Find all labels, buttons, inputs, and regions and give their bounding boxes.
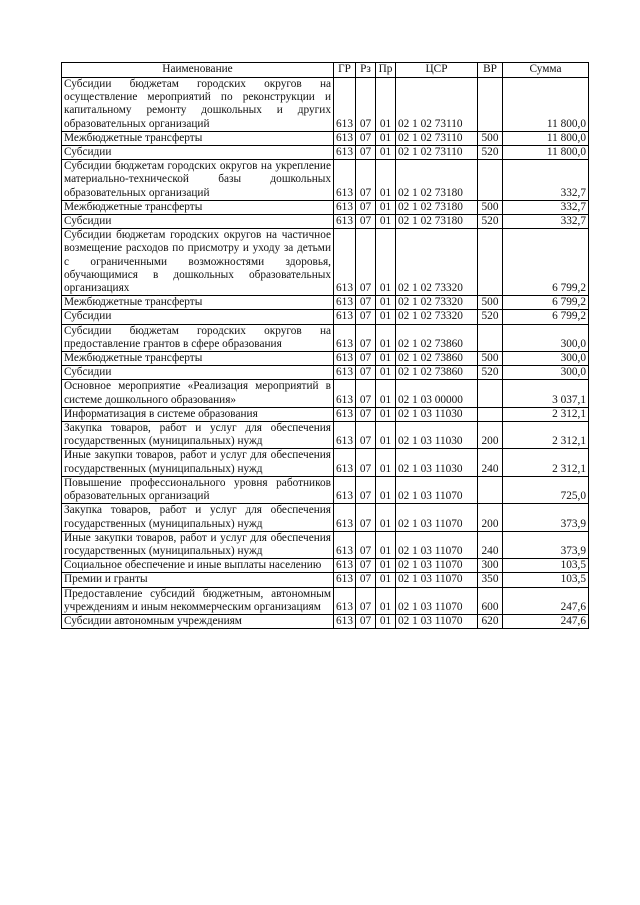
cell-sum: 11 800,0 — [503, 131, 589, 145]
cell-pr: 01 — [376, 531, 396, 558]
cell-name: Субсидии бюджетам городских округов на частичное возмещение расходов по присмотру и уходу за детьми с ограниченными возможностями здоровья, обучающимися в дошкольных образовательных организациях — [62, 229, 334, 296]
cell-name: Субсидии автономным учреждениям — [62, 614, 334, 628]
cell-gr: 613 — [334, 407, 356, 421]
cell-sum: 300,0 — [503, 366, 589, 380]
cell-csr: 02 1 02 73180 — [396, 160, 478, 201]
table-row — [62, 366, 589, 380]
cell-gr: 613 — [334, 476, 356, 503]
cell-vr: 240 — [478, 449, 503, 476]
cell-vr: 240 — [478, 531, 503, 558]
cell-vr: 200 — [478, 504, 503, 531]
cell-rz: 07 — [356, 215, 376, 229]
cell-gr: 613 — [334, 296, 356, 310]
table-row — [62, 449, 589, 476]
cell-rz: 07 — [356, 531, 376, 558]
cell-rz: 07 — [356, 146, 376, 160]
cell-gr: 613 — [334, 587, 356, 614]
cell-gr: 613 — [334, 352, 356, 366]
table-row — [62, 296, 589, 310]
cell-csr: 02 1 03 11070 — [396, 531, 478, 558]
cell-pr: 01 — [376, 587, 396, 614]
cell-name: Социальное обеспечение и иные выплаты населению — [62, 559, 334, 573]
cell-rz: 07 — [356, 504, 376, 531]
cell-rz: 07 — [356, 449, 376, 476]
cell-vr: 500 — [478, 296, 503, 310]
cell-vr: 600 — [478, 587, 503, 614]
cell-sum: 373,9 — [503, 531, 589, 558]
cell-pr: 01 — [376, 422, 396, 449]
cell-sum: 103,5 — [503, 559, 589, 573]
cell-pr: 01 — [376, 160, 396, 201]
cell-rz: 07 — [356, 296, 376, 310]
table-row — [62, 573, 589, 587]
table-row — [62, 324, 589, 351]
cell-name: Межбюджетные трансферты — [62, 352, 334, 366]
table-row — [62, 587, 589, 614]
header-csr: ЦСР — [396, 63, 478, 78]
budget-table — [61, 62, 589, 629]
cell-csr: 02 1 02 73110 — [396, 146, 478, 160]
cell-rz: 07 — [356, 407, 376, 421]
cell-pr: 01 — [376, 229, 396, 296]
cell-gr: 613 — [334, 146, 356, 160]
cell-vr — [478, 78, 503, 132]
cell-vr: 500 — [478, 200, 503, 214]
table-row — [62, 559, 589, 573]
cell-name: Субсидии — [62, 146, 334, 160]
cell-csr: 02 1 02 73320 — [396, 296, 478, 310]
cell-vr: 520 — [478, 366, 503, 380]
cell-sum: 332,7 — [503, 160, 589, 201]
cell-name: Премии и гранты — [62, 573, 334, 587]
table-row — [62, 200, 589, 214]
cell-sum: 300,0 — [503, 352, 589, 366]
cell-vr: 200 — [478, 422, 503, 449]
cell-rz: 07 — [356, 573, 376, 587]
cell-pr: 01 — [376, 296, 396, 310]
cell-gr: 613 — [334, 422, 356, 449]
cell-name: Повышение профессионального уровня работников образовательных организаций — [62, 476, 334, 503]
cell-pr: 01 — [376, 573, 396, 587]
cell-pr: 01 — [376, 131, 396, 145]
cell-sum: 6 799,2 — [503, 310, 589, 324]
cell-name: Межбюджетные трансферты — [62, 131, 334, 145]
cell-csr: 02 1 02 73320 — [396, 310, 478, 324]
cell-sum: 332,7 — [503, 200, 589, 214]
cell-gr: 613 — [334, 531, 356, 558]
table-row — [62, 131, 589, 145]
cell-vr — [478, 160, 503, 201]
cell-name: Предоставление субсидий бюджетным, автономным учреждениям и иным некоммерческим организациям — [62, 587, 334, 614]
cell-pr: 01 — [376, 559, 396, 573]
cell-name: Субсидии бюджетам городских округов на укрепление материально-технической базы дошкольных образовательных организаций — [62, 160, 334, 201]
cell-csr: 02 1 02 73320 — [396, 229, 478, 296]
cell-csr: 02 1 03 11030 — [396, 407, 478, 421]
cell-pr: 01 — [376, 407, 396, 421]
cell-gr: 613 — [334, 324, 356, 351]
cell-vr: 500 — [478, 352, 503, 366]
cell-sum: 103,5 — [503, 573, 589, 587]
cell-gr: 613 — [334, 380, 356, 407]
table-row — [62, 504, 589, 531]
cell-vr — [478, 476, 503, 503]
cell-pr: 01 — [376, 352, 396, 366]
cell-name: Закупка товаров, работ и услуг для обеспечения государственных (муниципальных) нужд — [62, 422, 334, 449]
cell-gr: 613 — [334, 504, 356, 531]
table-row — [62, 229, 589, 296]
cell-pr: 01 — [376, 380, 396, 407]
cell-rz: 07 — [356, 310, 376, 324]
cell-csr: 02 1 02 73860 — [396, 366, 478, 380]
cell-sum: 2 312,1 — [503, 449, 589, 476]
table-row — [62, 614, 589, 628]
table-header-row — [62, 63, 589, 78]
cell-csr: 02 1 02 73180 — [396, 215, 478, 229]
cell-vr: 300 — [478, 559, 503, 573]
table-row — [62, 310, 589, 324]
cell-sum: 247,6 — [503, 587, 589, 614]
cell-rz: 07 — [356, 587, 376, 614]
table-row — [62, 476, 589, 503]
cell-pr: 01 — [376, 200, 396, 214]
table-row — [62, 146, 589, 160]
cell-csr: 02 1 02 73180 — [396, 200, 478, 214]
cell-pr: 01 — [376, 476, 396, 503]
table-row — [62, 407, 589, 421]
cell-rz: 07 — [356, 229, 376, 296]
table-row — [62, 380, 589, 407]
cell-vr — [478, 229, 503, 296]
cell-name: Межбюджетные трансферты — [62, 296, 334, 310]
cell-pr: 01 — [376, 614, 396, 628]
cell-pr: 01 — [376, 146, 396, 160]
cell-sum: 725,0 — [503, 476, 589, 503]
cell-rz: 07 — [356, 200, 376, 214]
cell-csr: 02 1 03 11070 — [396, 504, 478, 531]
cell-vr: 500 — [478, 131, 503, 145]
cell-gr: 613 — [334, 229, 356, 296]
cell-gr: 613 — [334, 559, 356, 573]
cell-rz: 07 — [356, 476, 376, 503]
cell-name: Субсидии — [62, 215, 334, 229]
cell-rz: 07 — [356, 366, 376, 380]
cell-pr: 01 — [376, 366, 396, 380]
cell-csr: 02 1 03 11070 — [396, 614, 478, 628]
header-vr: ВР — [478, 63, 503, 78]
cell-csr: 02 1 03 11070 — [396, 559, 478, 573]
header-gr: ГР — [334, 63, 356, 78]
header-sum: Сумма — [503, 63, 589, 78]
header-name: Наименование — [62, 63, 334, 78]
cell-csr: 02 1 03 11070 — [396, 476, 478, 503]
cell-rz: 07 — [356, 160, 376, 201]
cell-gr: 613 — [334, 449, 356, 476]
cell-name: Субсидии — [62, 310, 334, 324]
table-body — [62, 78, 589, 629]
cell-rz: 07 — [356, 352, 376, 366]
cell-csr: 02 1 03 11030 — [396, 449, 478, 476]
cell-sum: 11 800,0 — [503, 78, 589, 132]
table-row — [62, 422, 589, 449]
cell-name: Субсидии бюджетам городских округов на предоставление грантов в сфере образования — [62, 324, 334, 351]
cell-name: Основное мероприятие «Реализация мероприятий в системе дошкольного образования» — [62, 380, 334, 407]
cell-csr: 02 1 03 11070 — [396, 587, 478, 614]
cell-sum: 11 800,0 — [503, 146, 589, 160]
cell-rz: 07 — [356, 78, 376, 132]
cell-sum: 247,6 — [503, 614, 589, 628]
cell-csr: 02 1 03 00000 — [396, 380, 478, 407]
cell-rz: 07 — [356, 614, 376, 628]
cell-gr: 613 — [334, 160, 356, 201]
table-row — [62, 352, 589, 366]
cell-csr: 02 1 02 73860 — [396, 352, 478, 366]
cell-vr — [478, 324, 503, 351]
cell-rz: 07 — [356, 131, 376, 145]
cell-vr — [478, 380, 503, 407]
cell-vr: 620 — [478, 614, 503, 628]
cell-csr: 02 1 02 73860 — [396, 324, 478, 351]
cell-sum: 6 799,2 — [503, 296, 589, 310]
cell-gr: 613 — [334, 614, 356, 628]
cell-pr: 01 — [376, 215, 396, 229]
cell-rz: 07 — [356, 422, 376, 449]
cell-gr: 613 — [334, 131, 356, 145]
cell-sum: 332,7 — [503, 215, 589, 229]
cell-gr: 613 — [334, 200, 356, 214]
cell-csr: 02 1 03 11030 — [396, 422, 478, 449]
cell-gr: 613 — [334, 215, 356, 229]
cell-name: Информатизация в системе образования — [62, 407, 334, 421]
cell-name: Иные закупки товаров, работ и услуг для обеспечения государственных (муниципальных) нужд — [62, 531, 334, 558]
cell-vr: 520 — [478, 215, 503, 229]
table-row — [62, 78, 589, 132]
cell-vr: 520 — [478, 310, 503, 324]
cell-pr: 01 — [376, 324, 396, 351]
cell-pr: 01 — [376, 310, 396, 324]
cell-gr: 613 — [334, 366, 356, 380]
table-row — [62, 160, 589, 201]
cell-sum: 3 037,1 — [503, 380, 589, 407]
header-rz: Рз — [356, 63, 376, 78]
cell-name: Иные закупки товаров, работ и услуг для обеспечения государственных (муниципальных) нужд — [62, 449, 334, 476]
cell-sum: 6 799,2 — [503, 229, 589, 296]
cell-rz: 07 — [356, 559, 376, 573]
cell-gr: 613 — [334, 573, 356, 587]
table-row — [62, 215, 589, 229]
header-pr: Пр — [376, 63, 396, 78]
cell-vr: 520 — [478, 146, 503, 160]
table-row — [62, 531, 589, 558]
cell-sum: 2 312,1 — [503, 422, 589, 449]
cell-name: Субсидии бюджетам городских округов на осуществление мероприятий по реконструкции и капитальному ремонту дошкольных и других образовательных организаций — [62, 78, 334, 132]
cell-sum: 373,9 — [503, 504, 589, 531]
cell-sum: 2 312,1 — [503, 407, 589, 421]
cell-pr: 01 — [376, 78, 396, 132]
cell-rz: 07 — [356, 324, 376, 351]
cell-rz: 07 — [356, 380, 376, 407]
cell-name: Субсидии — [62, 366, 334, 380]
cell-name: Межбюджетные трансферты — [62, 200, 334, 214]
cell-vr: 350 — [478, 573, 503, 587]
cell-gr: 613 — [334, 78, 356, 132]
cell-csr: 02 1 02 73110 — [396, 131, 478, 145]
cell-sum: 300,0 — [503, 324, 589, 351]
cell-csr: 02 1 02 73110 — [396, 78, 478, 132]
cell-name: Закупка товаров, работ и услуг для обеспечения государственных (муниципальных) нужд — [62, 504, 334, 531]
cell-gr: 613 — [334, 310, 356, 324]
cell-pr: 01 — [376, 449, 396, 476]
cell-pr: 01 — [376, 504, 396, 531]
cell-csr: 02 1 03 11070 — [396, 573, 478, 587]
cell-vr — [478, 407, 503, 421]
